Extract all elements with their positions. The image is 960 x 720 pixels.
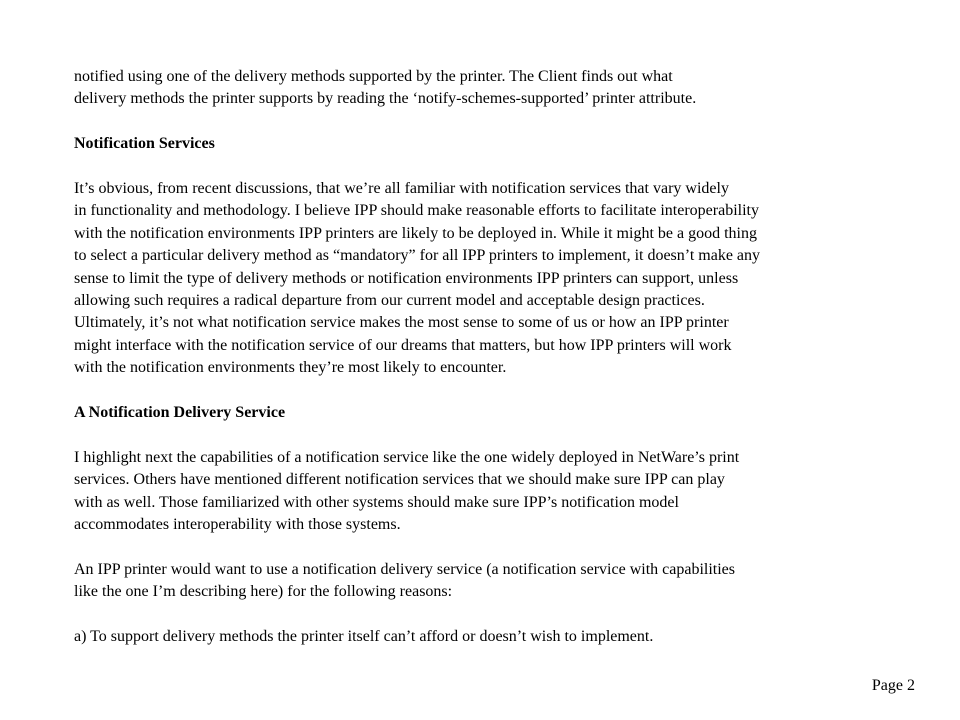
paragraph-continuation: [74, 66, 894, 111]
text-line: I highlight next the capabilities of a notification service like the one widely deployed in NetWare’s print: [74, 448, 740, 466]
text-line: sense to limit the type of delivery methods or notification environments IPP printers can support, unless: [74, 269, 739, 287]
text-line: notified using one of the delivery methods supported by the printer. The Client finds out what: [74, 68, 673, 85]
text-line: might interface with the notification service of our dreams that matters, but how IPP printers will work: [74, 336, 732, 354]
text-line: accommodates interoperability with those systems.: [74, 516, 401, 534]
text-line: services. Others have mentioned different notification services that we should make sure IPP can play: [74, 471, 725, 489]
text-line: with the notification environments they’re most likely to encounter.: [74, 359, 507, 377]
paragraph-notification-services: [74, 178, 894, 380]
paragraph-reasons: [74, 559, 894, 604]
text-line: An IPP printer would want to use a notification delivery service (a notification service with capabilities: [74, 560, 735, 578]
list-item-text: a) To support delivery methods the printer itself can’t afford or doesn’t wish to implement.: [74, 628, 654, 646]
text-line: It’s obvious, from recent discussions, that we’re all familiar with notification services that vary widely: [74, 180, 729, 197]
text-line: with the notification environments IPP printers are likely to be deployed in. While it might be a good thing: [74, 224, 757, 242]
text-line: allowing such requires a radical departure from our current model and acceptable design practices.: [74, 292, 705, 310]
text-line: like the one I’m describing here) for the following reasons:: [74, 583, 453, 601]
heading-notification-services: Notification Services: [74, 135, 215, 153]
document-body: [74, 66, 894, 671]
text-line: in functionality and methodology. I believe IPP should make reasonable efforts to facilitate interoperability: [74, 202, 759, 220]
page-number: Page 2: [871, 677, 915, 694]
text-line: delivery methods the printer supports by reading the ‘notify-schemes-supported’ printer attribute.: [74, 90, 697, 108]
paragraph-highlight: [74, 447, 894, 537]
list-item-a: [74, 626, 894, 648]
text-line: to select a particular delivery method as “mandatory” for all IPP printers to implement, it doesn’t make any: [74, 247, 761, 265]
text-line: with as well. Those familiarized with other systems should make sure IPP’s notification model: [74, 493, 679, 511]
heading-notification-delivery-service: A Notification Delivery Service: [74, 404, 286, 422]
text-line: Ultimately, it’s not what notification service makes the most sense to some of us or how an IPP printer: [74, 314, 729, 332]
